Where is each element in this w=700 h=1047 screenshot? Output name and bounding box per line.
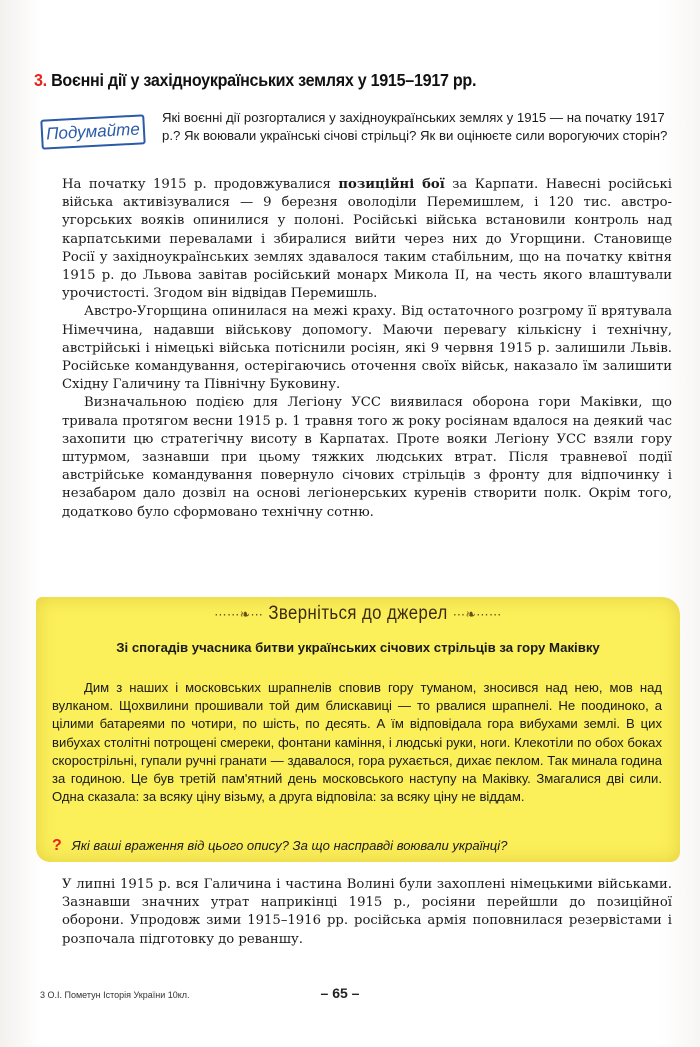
- think-box: [41, 113, 145, 147]
- think-badge: Подумайте: [40, 114, 145, 149]
- paragraph-1-start: На початку 1915 р. продовжувалися: [62, 177, 339, 192]
- source-quote: [52, 679, 662, 806]
- question-text: Які ваші враження від цього опису? За що насправді воювали українці?: [71, 838, 508, 853]
- paragraph-1: [62, 176, 672, 303]
- source-question: [52, 837, 662, 855]
- section-number: 3.: [34, 70, 47, 90]
- after-text: [62, 876, 672, 949]
- page-number: – 65 –: [320, 985, 360, 1001]
- footer-source: 3 О.І. Пометун Історія України 10кл.: [40, 990, 190, 1000]
- paragraph-2: Австро-Угорщина опинилася на межі краху. Від остаточного розгрому її врятувала Німеччина, надавши військову допомогу. Маючи перевагу кількісну і технічну, австрійські і німецькі війська потіснили росіян, які 9 червня 1915 р. залишили Львів. Російське командування, остерігаючись оточення своїх військ, наказало їм залишити Східну Галичину та Північну Буковину.: [62, 304, 672, 393]
- think-questions: Які воєнні дії розгорталися у західноукраїнських землях у 1915 — на початку 1917 р.? Як воювали українські січові стрільці? Як ви оцінюєте сили ворогуючих сторін?: [162, 110, 668, 143]
- source-box: [36, 597, 680, 862]
- question-mark-icon: ?: [52, 837, 62, 854]
- source-subtitle: Зі спогадів учасника битви українських січових стрільців за гору Маківку: [116, 640, 600, 655]
- source-title: [75, 603, 642, 625]
- quote-paragraph: Дим з наших і московських шрапнелів сповив гору туманом, зносився над нею, мов над вулканом. Щохвилини прошивали той дим блискавиці — то рвалися шрапнелі. Не поодиноко, а цілими батареями по чотири, по шість, по десять. А їм відповідала гора вибухами землі. В цих вибухах столітні потрощені смереки, фонтани каміння, і людські руки, ноги. Клекотіли по обох боках скорострільні, гупали ручні гранати — здавалося, гора рухається, дихає пеклом. Так минала година за годиною. Це був третій пам'ятний день московського наступу на Маківку. Змагалися дві сили. Одна сказала: за всяку ціну візьму, а друга відповіла: за всяку ціну не віддам.: [52, 680, 662, 805]
- ornament-left-icon: ⋯⋯❧⋯: [214, 606, 264, 622]
- section-title: Воєнні дії у західноукраїнських землях у 1915–1917 рр.: [51, 70, 477, 90]
- ornament-right-icon: ⋯❧⋯⋯: [452, 606, 502, 622]
- paragraph-3: Визначальною подією для Легіону УСС виявилася оборона гори Маківки, що тривала протягом весни 1915 р. 1 травня того ж року росіянам вдалося на деякий час захопити цю стратегічну висоту в Карпатах. Проте вояки Легіону УСС взяли гору штурмом, зазнавши при цьому тяжких людських втрат. Після травневої події австрійське командування повернуло січових стрільців з фронту для відпочинку і незабаром дало дозвіл на основі легіонерських куренів створити полк. Окрім того, додатково було сформовано технічну сотню.: [62, 395, 672, 520]
- paragraph-1-rest: за Карпати. Навесні російські війська активізувалися — 9 березня оволоділи Перемишлем, і 120 тис. австро-угорських вояків опинилися у полоні. Російські війська встановили контроль над карпатськими перевалами і збиралися вийти через них до Угорщини. Становище Росії у західноукраїнських землях здавалося таким стабільним, що на початку квітня 1915 р. до Львова завітав російський монарх Микола ІІ, на честь якого влаштували урочистості. Згодом він відвідав Перемишль.: [62, 177, 672, 302]
- section-heading: [34, 70, 623, 91]
- paragraph-4: У липні 1915 р. вся Галичина і частина Волині були захоплені німецькими військами. Зазнавши значних утрат наприкінці 1915 р., росіяни перейшли до позиційної оборони. Упродовж зими 1915–1916 рр. російська армія поповнилася резервістами і розпочала підготовку до реваншу.: [62, 877, 672, 947]
- main-text: [62, 176, 672, 522]
- source-title-text: Зверніться до джерел: [268, 603, 448, 624]
- term-positional-battles: позиційні бої: [338, 177, 445, 192]
